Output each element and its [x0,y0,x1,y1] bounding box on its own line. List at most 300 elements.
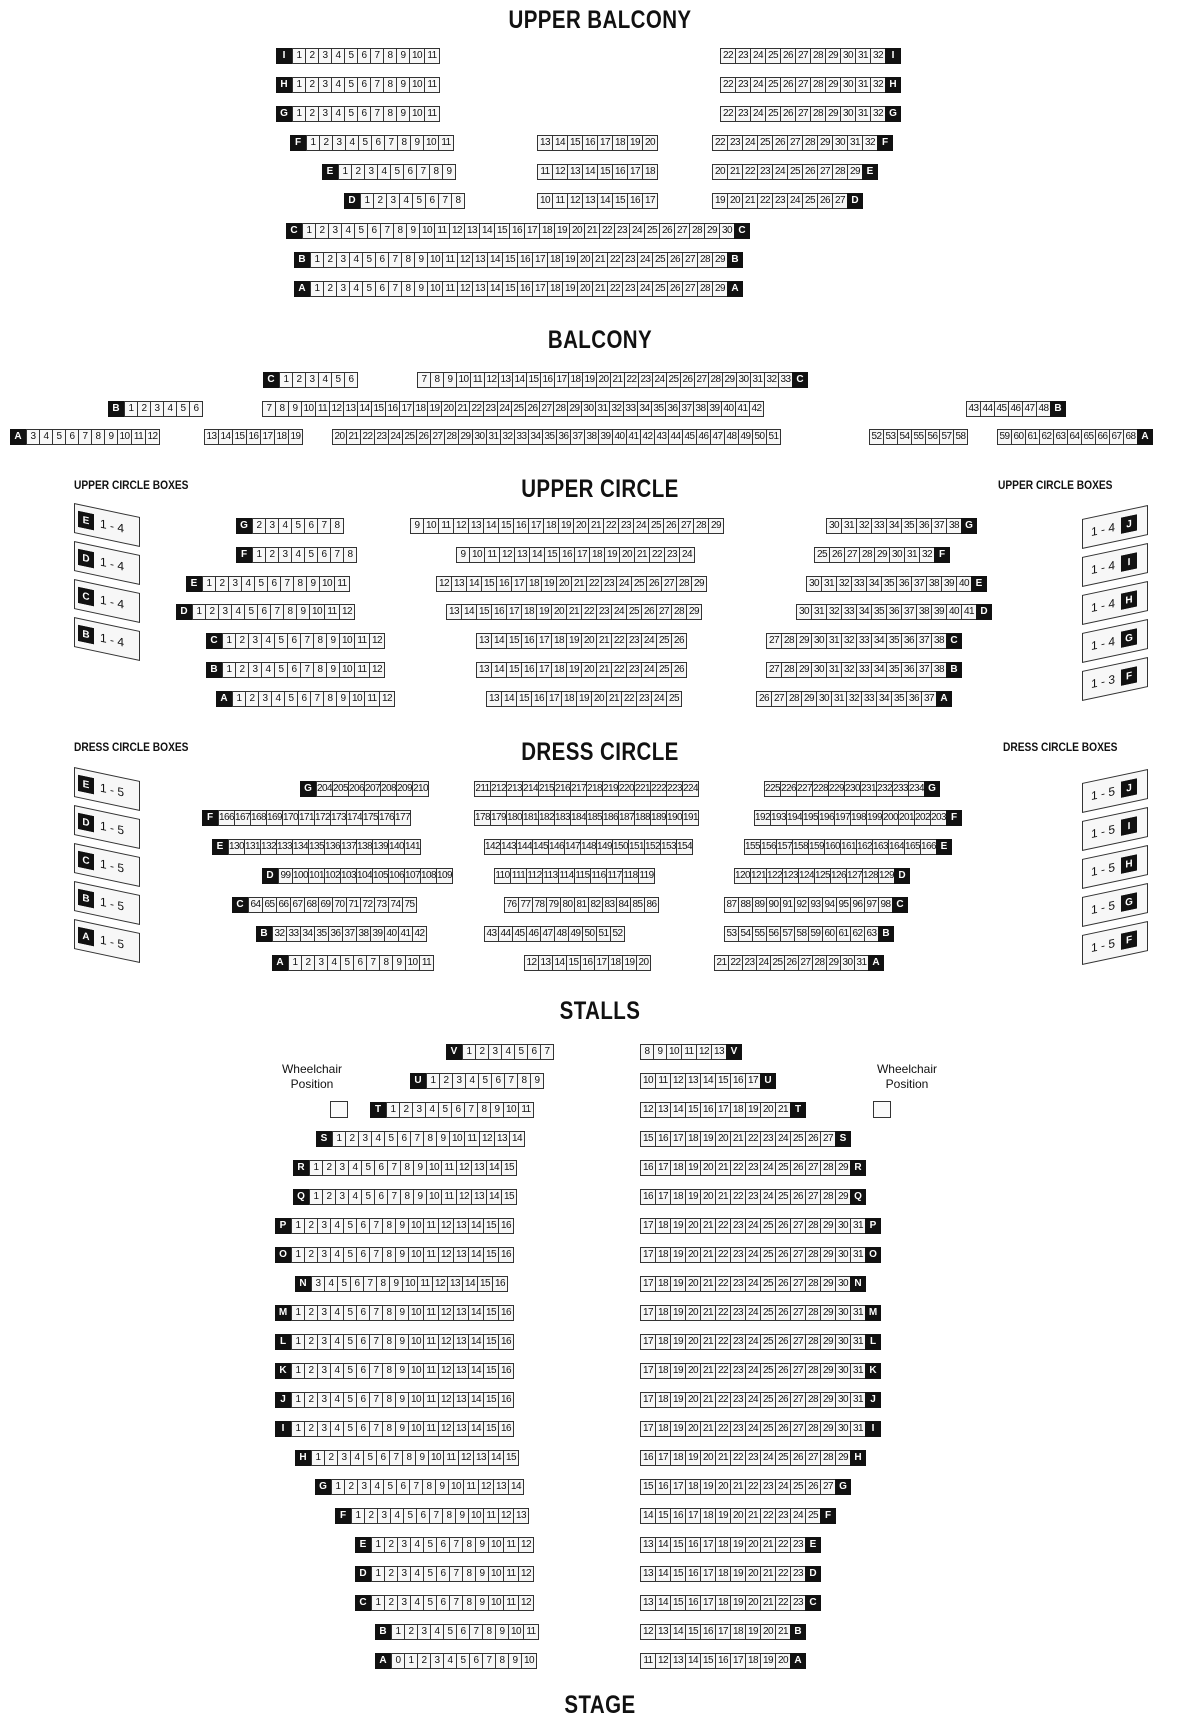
seat[interactable]: 28 [676,576,692,592]
seat[interactable]: 154 [676,839,693,855]
seat[interactable]: 23 [622,252,638,268]
seat[interactable]: 12 [457,281,473,297]
seat[interactable]: 17 [640,1247,656,1263]
seat[interactable]: 5 [363,1450,377,1466]
seat[interactable]: 34 [637,401,652,417]
seat[interactable]: 26 [680,372,695,388]
seat[interactable]: 3 [358,1131,372,1147]
seat[interactable]: 86 [644,897,659,913]
seat[interactable]: 52 [610,926,625,942]
seat[interactable]: 54 [897,429,912,445]
seat[interactable]: 38 [693,401,708,417]
seat[interactable]: 4 [348,1189,362,1205]
seat[interactable]: 6 [374,1160,388,1176]
seat[interactable]: 13 [473,1450,489,1466]
dress-circle-box-left[interactable] [74,843,140,887]
seat[interactable]: 216 [554,781,571,797]
seat[interactable]: 4 [331,106,345,122]
seat[interactable]: 10 [468,1508,484,1524]
seat[interactable]: 9 [414,252,428,268]
seat[interactable]: 8 [382,1305,396,1321]
seat[interactable]: 9 [396,48,410,64]
seat[interactable]: 1 [302,223,316,239]
seat[interactable]: 30 [472,429,487,445]
seat[interactable]: 26 [775,1276,791,1292]
seat[interactable]: 26 [671,662,687,678]
seat[interactable]: 30 [835,1421,851,1437]
seat[interactable]: 26 [775,1305,791,1321]
seat[interactable]: 10 [537,193,553,209]
seat[interactable]: 34 [866,576,882,592]
seat[interactable]: 19 [670,1276,686,1292]
upper-circle-box-right[interactable] [1082,543,1148,587]
seat[interactable]: 25 [790,1131,806,1147]
seat[interactable]: 8 [423,1131,437,1147]
seat[interactable]: 18 [670,1189,686,1205]
seat[interactable]: 23 [730,1247,746,1263]
seat[interactable]: 200 [882,810,899,826]
seat[interactable]: 9 [406,223,420,239]
seat[interactable]: 219 [602,781,619,797]
seat[interactable]: 17 [554,372,569,388]
seat[interactable]: 22 [757,193,773,209]
seat[interactable]: 44 [668,429,683,445]
seat[interactable]: 33 [856,633,872,649]
seat[interactable]: 152 [644,839,661,855]
seat[interactable]: 139 [372,839,389,855]
seat[interactable]: 15 [483,1305,499,1321]
seat[interactable]: 41 [626,429,641,445]
seat[interactable]: 24 [679,547,695,563]
seat[interactable]: 16 [385,401,400,417]
dress-circle-box-left[interactable] [74,805,140,849]
seat[interactable]: 23 [730,1392,746,1408]
seat[interactable]: 18 [655,1276,671,1292]
seat[interactable]: 19 [670,1218,686,1234]
seat[interactable]: 22 [730,1450,746,1466]
seat[interactable]: 14 [582,164,598,180]
seat[interactable]: 20 [642,135,658,151]
seat[interactable]: 94 [822,897,837,913]
seat[interactable]: 10 [666,1044,682,1060]
seat[interactable]: 36 [896,576,912,592]
seat[interactable]: 25 [757,135,773,151]
seat[interactable]: 7 [388,252,402,268]
seat[interactable]: 23 [638,372,653,388]
seat[interactable]: 180 [506,810,523,826]
seat[interactable]: 18 [655,1218,671,1234]
seat[interactable]: 8 [382,1334,396,1350]
seat[interactable]: 105 [372,868,389,884]
seat[interactable]: 161 [840,839,857,855]
seat[interactable]: 15 [476,604,492,620]
seat[interactable]: 27 [790,1392,806,1408]
seat[interactable]: 227 [796,781,813,797]
seat[interactable]: 7 [540,1044,554,1060]
seat[interactable]: 228 [812,781,829,797]
seat[interactable]: 28 [810,106,826,122]
seat[interactable]: 9 [413,1189,427,1205]
seat[interactable]: 87 [724,897,739,913]
seat[interactable]: 9 [395,1247,409,1263]
seat[interactable]: 35 [314,926,329,942]
seat[interactable]: 178 [474,810,491,826]
seat[interactable]: 1 [309,1189,323,1205]
seat[interactable]: 31 [826,662,842,678]
seat[interactable]: 10 [409,77,425,93]
seat[interactable]: 2 [305,77,319,93]
seat[interactable]: 11 [503,1595,519,1611]
seat[interactable]: 23 [664,547,680,563]
seat[interactable]: 27 [820,1131,836,1147]
seat[interactable]: 27 [795,77,811,93]
seat[interactable]: 27 [790,1363,806,1379]
seat[interactable]: 5 [514,1044,528,1060]
seat[interactable]: 7 [370,106,384,122]
seat[interactable]: 29 [686,604,702,620]
seat[interactable]: 4 [231,604,245,620]
seat[interactable]: 21 [592,281,608,297]
seat[interactable]: 3 [332,135,346,151]
seat[interactable]: 24 [652,372,667,388]
seat[interactable]: 3 [417,1624,431,1640]
seat[interactable]: 53 [883,429,898,445]
seat[interactable]: 27 [539,401,554,417]
seat[interactable]: 14 [461,604,477,620]
seat[interactable]: 22 [649,547,665,563]
seat[interactable]: 28 [810,77,826,93]
seat[interactable]: 27 [805,1450,821,1466]
seat[interactable]: 22 [730,1160,746,1176]
seat[interactable]: 14 [491,662,507,678]
seat[interactable]: 6 [356,1218,370,1234]
seat[interactable]: 7 [409,1479,423,1495]
seat[interactable]: 32 [272,926,287,942]
seat[interactable]: 7 [270,604,284,620]
seat[interactable]: 13 [567,164,583,180]
seat[interactable]: 5 [412,193,426,209]
seat[interactable]: 4 [390,1508,404,1524]
seat[interactable]: 134 [292,839,309,855]
seat[interactable]: 28 [802,135,818,151]
seat[interactable]: 11 [441,1160,457,1176]
seat[interactable]: 26 [790,1189,806,1205]
seat[interactable]: 9 [306,576,320,592]
seat[interactable]: 13 [476,633,492,649]
seat[interactable]: 14 [655,1566,671,1582]
seat[interactable]: 21 [584,223,600,239]
seat[interactable]: 17 [640,1334,656,1350]
seat[interactable]: 208 [380,781,397,797]
seat[interactable]: 28 [781,633,797,649]
seat[interactable]: 1 [371,1537,385,1553]
seat[interactable]: 24 [637,281,653,297]
seat[interactable]: 19 [536,604,552,620]
seat[interactable]: 14 [468,1218,484,1234]
seat[interactable]: 12 [567,193,583,209]
seat[interactable]: 20 [569,223,585,239]
seat[interactable]: 185 [586,810,603,826]
seat[interactable]: 4 [425,1102,439,1118]
seat[interactable]: 30 [889,547,905,563]
seat[interactable]: 24 [760,1450,776,1466]
seat[interactable]: 22 [715,1363,731,1379]
seat[interactable]: 33 [623,401,638,417]
seat[interactable]: 32 [856,518,872,534]
seat[interactable]: 22 [745,1479,761,1495]
seat[interactable]: 211 [474,781,491,797]
seat[interactable]: 41 [735,401,750,417]
seat[interactable]: 11 [423,1218,439,1234]
seat[interactable]: 9 [392,955,406,971]
seat[interactable]: 26 [780,77,796,93]
seat[interactable]: 19 [760,1653,776,1669]
seat[interactable]: 27 [795,48,811,64]
seat[interactable]: 13 [453,1247,469,1263]
seat[interactable]: 2 [304,1334,318,1350]
seat[interactable]: 30 [835,1276,851,1292]
seat[interactable]: 18 [274,429,289,445]
seat[interactable]: 15 [566,955,581,971]
seat[interactable]: 14 [501,691,517,707]
seat[interactable]: 126 [830,868,847,884]
seat[interactable]: 21 [700,1218,716,1234]
seat[interactable]: 6 [356,1363,370,1379]
seat[interactable]: 11 [131,429,146,445]
seat[interactable]: 11 [417,1276,433,1292]
seat[interactable]: 14 [552,135,568,151]
seat[interactable]: 36 [906,691,922,707]
seat[interactable]: 7 [482,1653,496,1669]
seat[interactable]: 29 [801,691,817,707]
seat[interactable]: 8 [382,1421,396,1437]
seat[interactable]: 32 [919,547,935,563]
seat[interactable]: 16 [700,1102,716,1118]
seat[interactable]: 91 [780,897,795,913]
seat[interactable]: 9 [396,77,410,93]
seat[interactable]: 10 [408,1392,424,1408]
seat[interactable]: 73 [374,897,389,913]
seat[interactable]: 24 [772,164,788,180]
seat[interactable]: 8 [482,1624,496,1640]
seat[interactable]: 107 [404,868,421,884]
seat[interactable]: 16 [640,1160,656,1176]
seat[interactable]: 20 [760,1102,776,1118]
seat[interactable]: 24 [633,518,649,534]
seat[interactable]: 29 [458,429,473,445]
seat[interactable]: 22 [712,135,728,151]
dress-circle-box-right[interactable] [1082,769,1148,813]
seat[interactable]: 39 [370,926,385,942]
seat[interactable]: 17 [640,1363,656,1379]
seat[interactable]: 4 [331,48,345,64]
seat[interactable]: 18 [655,1305,671,1321]
seat[interactable]: 17 [640,1421,656,1437]
seat[interactable]: 2 [404,1624,418,1640]
seat[interactable]: 13 [471,1189,487,1205]
seat[interactable]: 9 [475,1537,489,1553]
seat[interactable]: 0 [391,1653,405,1669]
seat[interactable]: 12 [438,1247,454,1263]
seat[interactable]: 30 [835,1363,851,1379]
seat[interactable]: 5 [274,662,288,678]
seat[interactable]: 5 [362,281,376,297]
seat[interactable]: 6 [317,547,331,563]
seat[interactable]: 10 [117,429,132,445]
seat[interactable]: 50 [582,926,597,942]
seat[interactable]: 22 [715,1276,731,1292]
seat[interactable]: 7 [417,372,431,388]
seat[interactable]: 38 [916,604,932,620]
seat[interactable]: 17 [536,633,552,649]
seat[interactable]: 30 [840,77,856,93]
seat[interactable]: 89 [752,897,767,913]
seat[interactable]: 27 [674,223,690,239]
seat[interactable]: 62 [1039,429,1054,445]
seat[interactable]: 12 [478,1479,494,1495]
seat[interactable]: 25 [775,1189,791,1205]
seat[interactable]: 21 [700,1276,716,1292]
seat[interactable]: 18 [551,633,567,649]
seat[interactable]: 76 [504,897,519,913]
seat[interactable]: 1 [426,1073,440,1089]
seat[interactable]: 6 [469,1653,483,1669]
seat[interactable]: 4 [410,1595,424,1611]
seat[interactable]: 85 [630,897,645,913]
seat[interactable]: 45 [512,926,527,942]
seat[interactable]: 203 [930,810,947,826]
seat[interactable]: 32 [836,576,852,592]
seat[interactable]: 74 [388,897,403,913]
seat[interactable]: 8 [401,252,415,268]
seat[interactable]: 21 [715,1189,731,1205]
seat[interactable]: 8 [442,1508,456,1524]
seat[interactable]: 19 [562,252,578,268]
seat[interactable]: 26 [780,106,796,122]
seat[interactable]: 24 [745,1276,761,1292]
seat[interactable]: 10 [408,1363,424,1379]
seat[interactable]: 4 [330,1305,344,1321]
seat[interactable]: 40 [384,926,399,942]
seat[interactable]: 13 [453,1392,469,1408]
seat[interactable]: 72 [360,897,375,913]
seat[interactable]: 149 [596,839,613,855]
seat[interactable]: 7 [366,955,380,971]
seat[interactable]: 5 [423,1566,437,1582]
seat[interactable]: 27 [790,1276,806,1292]
seat[interactable]: 23 [596,604,612,620]
seat[interactable]: 27 [832,193,848,209]
seat[interactable]: 24 [629,223,645,239]
seat[interactable]: 83 [602,897,617,913]
seat[interactable]: 19 [670,1247,686,1263]
seat[interactable]: 32 [846,691,862,707]
seat[interactable]: 9 [396,106,410,122]
seat[interactable]: 5 [343,1363,357,1379]
seat[interactable]: 24 [745,1305,761,1321]
seat[interactable]: 28 [553,401,568,417]
seat[interactable]: 37 [916,633,932,649]
seat[interactable]: 27 [844,547,860,563]
seat[interactable]: 10 [521,1653,537,1669]
seat[interactable]: 19 [700,1131,716,1147]
seat[interactable]: 6 [436,1595,450,1611]
seat[interactable]: 112 [526,868,543,884]
seat[interactable]: 17 [594,955,609,971]
seat[interactable]: 36 [901,633,917,649]
seat[interactable]: 28 [805,1305,821,1321]
seat[interactable]: 16 [498,1334,514,1350]
seat[interactable]: 37 [931,518,947,534]
seat[interactable]: 12 [339,604,355,620]
seat[interactable]: 6 [403,164,417,180]
seat[interactable]: 17 [528,518,544,534]
seat[interactable]: 35 [891,691,907,707]
seat[interactable]: 21 [760,1595,776,1611]
seat[interactable]: 24 [750,106,766,122]
seat[interactable]: 31 [750,372,765,388]
seat[interactable]: 38 [356,926,371,942]
seat[interactable]: 6 [375,252,389,268]
seat[interactable]: 12 [640,1102,656,1118]
seat[interactable]: 11 [324,604,340,620]
seat[interactable]: 35 [886,633,902,649]
seat[interactable]: 12 [458,1450,474,1466]
seat[interactable]: 14 [468,1305,484,1321]
seat[interactable]: 12 [518,1537,534,1553]
seat[interactable]: 6 [451,1102,465,1118]
seat[interactable]: 27 [805,1189,821,1205]
seat[interactable]: 1 [310,281,324,297]
seat[interactable]: 20 [760,1624,776,1640]
seat[interactable]: 30 [811,662,827,678]
seat[interactable]: 3 [218,604,232,620]
seat[interactable]: 2 [305,48,319,64]
seat[interactable]: 162 [856,839,873,855]
seat[interactable]: 2 [384,1566,398,1582]
seat[interactable]: 8 [382,1218,396,1234]
seat[interactable]: 28 [781,662,797,678]
seat[interactable]: 182 [538,810,555,826]
seat[interactable]: 17 [670,1479,686,1495]
seat[interactable]: 33 [851,576,867,592]
seat[interactable]: 153 [660,839,677,855]
seat[interactable]: 132 [260,839,277,855]
upper-circle-box-left[interactable] [74,503,140,547]
seat[interactable]: 114 [558,868,575,884]
seat[interactable]: 27 [805,1160,821,1176]
seat[interactable]: 170 [282,810,299,826]
seat[interactable]: 13 [468,518,484,534]
seat[interactable]: 30 [835,1392,851,1408]
seat[interactable]: 25 [760,1276,776,1292]
seat[interactable]: 14 [700,1073,716,1089]
seat[interactable]: 30 [806,576,822,592]
seat[interactable]: 30 [811,633,827,649]
seat[interactable]: 4 [330,1392,344,1408]
seat[interactable]: 13 [498,372,513,388]
seat[interactable]: 4 [330,1334,344,1350]
seat[interactable]: 7 [300,662,314,678]
seat[interactable]: 143 [500,839,517,855]
seat[interactable]: 20 [775,1653,791,1669]
seat[interactable]: 8 [400,1189,414,1205]
seat[interactable]: 9 [410,518,424,534]
seat[interactable]: 10 [427,252,443,268]
seat[interactable]: 12 [479,1131,495,1147]
seat[interactable]: 67 [1109,429,1124,445]
seat[interactable]: 110 [494,868,511,884]
